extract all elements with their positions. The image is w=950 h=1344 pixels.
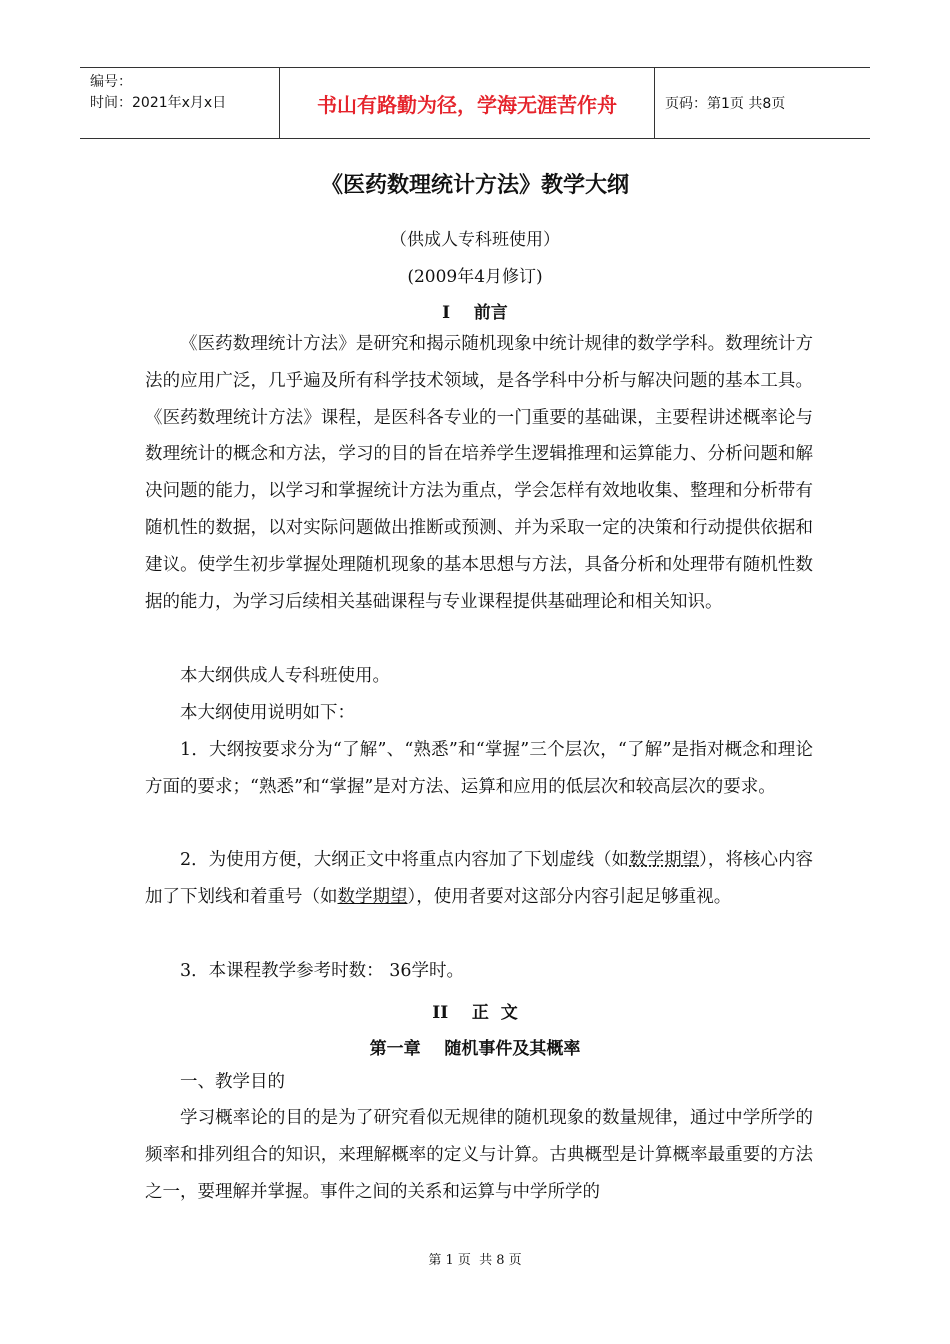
usage-intro-paragraph: 本大纲使用说明如下：: [180, 703, 355, 723]
doc-revision: (2009年4月修订): [407, 267, 543, 287]
chapter-1-paragraph: 学习概率论的目的是为了研究看似无规律的随机现象的数量规律，通过中学所学的频率和排列组合的知识，来理解概率的定义与计算。古典概型是计算概率最重要的方法之一，要理解并掌握。事件之间的关系和运算与中学所学的: [145, 1108, 813, 1202]
note-3-paragraph: 3．本课程教学参考时数： 36学时。: [180, 961, 464, 981]
doc-title: 《医药数理统计方法》教学大纲: [320, 173, 629, 198]
note-2-text-c: ），使用者要对这部分内容引起足够重视。: [407, 886, 732, 907]
section-heading-preface: I 前言: [442, 303, 508, 323]
header-table: [80, 67, 870, 139]
time-label: 时间：2021年x月x日: [90, 95, 227, 111]
note-2-paragraph: [145, 842, 813, 916]
note-1-paragraph: 1．大纲按要求分为“了解”、“熟悉”和“掌握”三个层次，“了解”是指对概念和理论方面的要求；“熟悉”和“掌握”是对方法、运算和应用的低层次和较高层次的要求。: [145, 740, 813, 797]
header-left-cell: [80, 68, 280, 138]
doc-subtitle: （供成人专科班使用）: [390, 230, 560, 250]
motto: 书山有路勤为径，学海无涯苦作舟: [280, 68, 655, 138]
teaching-purpose-heading: 一、教学目的: [180, 1072, 285, 1092]
core-term-underlined: 数学期望: [337, 886, 408, 907]
chapter-heading: 第一章 随机事件及其概率: [369, 1039, 581, 1059]
page-info: 页码：第1页 共8页: [665, 96, 786, 112]
note-2-text-b: ），将核心内容加了下划线和着重号（如: [145, 850, 814, 907]
note-2-text-a: 2．为使用方便，大纲正文中将重点内容加了下划虚线（如: [180, 850, 630, 870]
usage-paragraph: 本大纲供成人专科班使用。: [180, 666, 390, 686]
page-footer: 第 1 页 共 8 页: [428, 1253, 522, 1268]
section-heading-main: II 正 文: [432, 1003, 518, 1023]
preface-paragraph: 《医药数理统计方法》是研究和揭示随机现象中统计规律的数学学科。数理统计方法的应用广泛，几乎遍及所有科学技术领域，是各学科中分析与解决问题的基本工具。《医药数理统计方法》课程，是医科各专业的一门重要的基础课，主要程讲述概率论与数理统计的概念和方法，学习的目的旨在培养学生逻辑推理和运算能力、分析问题和解决问题的能力，以学习和掌握统计方法为重点，学会怎样有效地收集、整理和分析带有随机性的数据，以对实际问题做出推断或预测、并为采取一定的决策和行动提供依据和建议。使学生初步掌握处理随机现象的基本思想与方法，具备分析和处理带有随机性数据的能力，为学习后续相关基础课程与专业课程提供基础理论和相关知识。: [145, 334, 813, 612]
key-term-dotted: 数学期望: [629, 850, 700, 870]
number-label: 编号：: [90, 74, 132, 90]
